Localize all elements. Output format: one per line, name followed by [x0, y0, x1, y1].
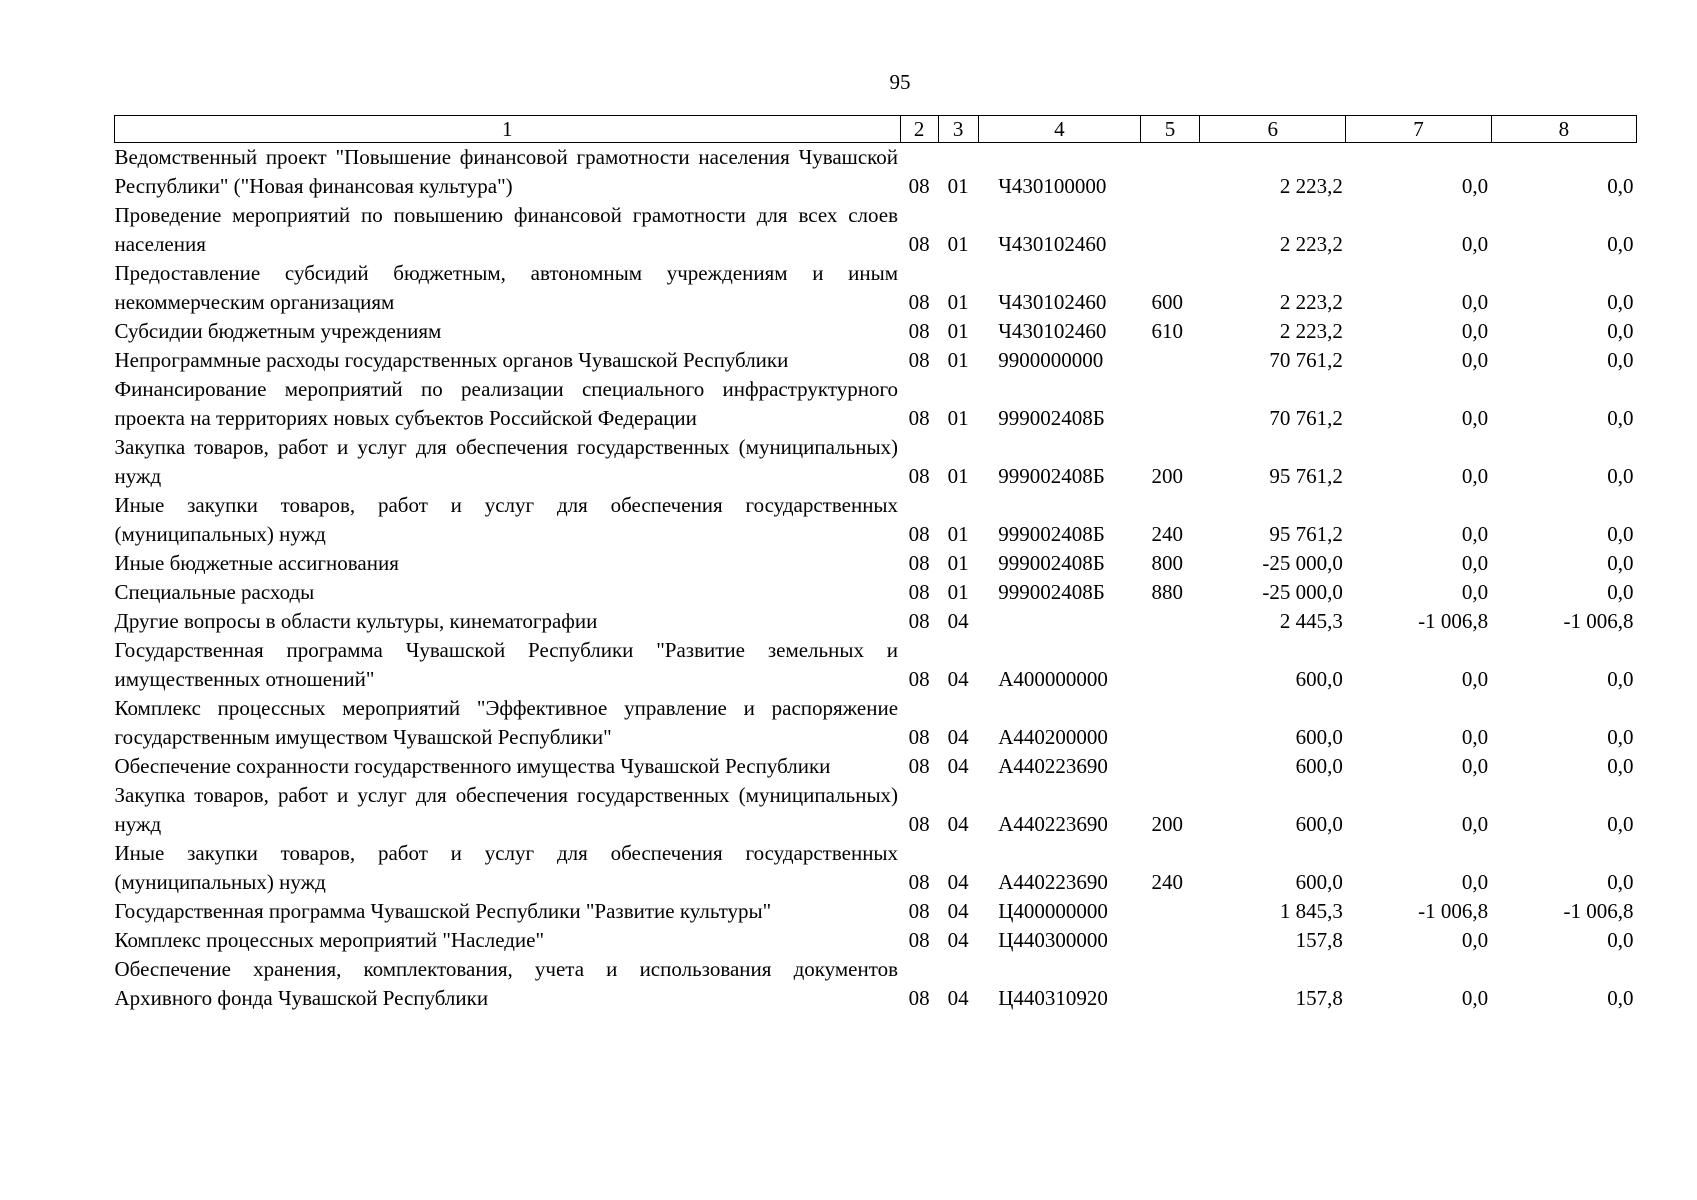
- page-number: 95: [889, 70, 911, 94]
- row-subsection-code: 01: [947, 522, 969, 546]
- table-row: [115, 839, 1637, 897]
- row-name: Другие вопросы в области культуры, кинематографии: [114, 609, 598, 633]
- row-subsection-code: 04: [947, 725, 969, 749]
- table-row: [115, 317, 1637, 346]
- table-row: [115, 752, 1637, 781]
- row-name: Проведение мероприятий по повышению финансовой грамотности для всех слоев населения: [114, 203, 899, 256]
- header-col-4: 4: [978, 116, 1140, 143]
- row-expense-type: [1141, 926, 1200, 955]
- row-expense-type: 240: [1151, 522, 1183, 546]
- table-row: [115, 636, 1637, 694]
- row-name: Ведомственный проект "Повышение финансовой грамотности населения Чувашской Республики" ("Новая финансовая культура"): [114, 145, 899, 198]
- row-section-code: 08: [908, 725, 930, 749]
- row-name: Непрограммные расходы государственных органов Чувашской Республики: [114, 348, 789, 372]
- row-target-article: 999002408Б: [998, 406, 1105, 430]
- row-amount-col7: 0,0: [1461, 522, 1489, 546]
- table-row: [115, 346, 1637, 375]
- row-subsection-code: 01: [947, 406, 969, 430]
- row-expense-type: [1141, 897, 1200, 926]
- row-expense-type: [1141, 694, 1200, 752]
- table-header: [115, 116, 1637, 143]
- row-target-article: А440223690: [998, 754, 1108, 778]
- row-amount-col8: 0,0: [1607, 464, 1634, 488]
- row-amount-col6: 600,0: [1295, 667, 1343, 691]
- row-target-article: 999002408Б: [998, 580, 1105, 604]
- row-expense-type: [1141, 607, 1200, 636]
- row-amount-col8: 0,0: [1607, 725, 1634, 749]
- row-amount-col6: 600,0: [1295, 725, 1343, 749]
- row-section-code: 08: [908, 580, 930, 604]
- table-row: [115, 781, 1637, 839]
- row-name: Специальные расходы: [114, 580, 315, 604]
- row-amount-col7: 0,0: [1461, 754, 1489, 778]
- row-name: Комплекс процессных мероприятий "Наследие": [114, 928, 545, 952]
- row-subsection-code: 01: [947, 174, 969, 198]
- row-name: Иные бюджетные ассигнования: [114, 551, 399, 575]
- row-amount-col6: 95 761,2: [1269, 464, 1343, 488]
- row-expense-type: 610: [1151, 319, 1183, 343]
- row-subsection-code: 04: [947, 928, 969, 952]
- row-amount-col7: 0,0: [1461, 551, 1489, 575]
- row-target-article: А440223690: [998, 812, 1108, 836]
- row-expense-type: 800: [1151, 551, 1183, 575]
- row-amount-col7: 0,0: [1461, 290, 1489, 314]
- row-target-article: Ц400000000: [998, 899, 1108, 923]
- row-amount-col6: 157,8: [1295, 986, 1343, 1010]
- row-amount-col6: 600,0: [1295, 870, 1343, 894]
- row-amount-col6: 95 761,2: [1269, 522, 1343, 546]
- row-subsection-code: 04: [947, 870, 969, 894]
- row-amount-col6: 70 761,2: [1269, 406, 1343, 430]
- row-name: Государственная программа Чувашской Республики "Развитие земельных и имущественных отношений": [114, 638, 899, 691]
- row-name: Закупка товаров, работ и услуг для обеспечения государственных (муниципальных) нужд: [114, 435, 899, 488]
- header-row: [115, 116, 1637, 143]
- table-body: [115, 143, 1637, 1014]
- row-subsection-code: 04: [947, 667, 969, 691]
- header-col-8: 8: [1491, 116, 1636, 143]
- row-expense-type: 880: [1151, 580, 1183, 604]
- row-amount-col6: 2 223,2: [1279, 290, 1343, 314]
- row-section-code: 08: [908, 754, 930, 778]
- row-amount-col7: 0,0: [1461, 232, 1489, 256]
- row-section-code: 08: [908, 667, 930, 691]
- row-expense-type: [1141, 636, 1200, 694]
- row-amount-col7: 0,0: [1461, 580, 1489, 604]
- header-col-5: 5: [1141, 116, 1200, 143]
- row-target-article: Ч430100000: [998, 174, 1107, 198]
- row-section-code: 08: [908, 870, 930, 894]
- row-section-code: 08: [908, 551, 930, 575]
- row-name: Обеспечение хранения, комплектования, учета и использования документов Архивного фонда Чувашской Республики: [114, 957, 899, 1010]
- row-name: Финансирование мероприятий по реализации специального инфраструктурного проекта на территориях новых субъектов Российской Федерации: [114, 377, 899, 430]
- row-amount-col7: 0,0: [1461, 464, 1489, 488]
- budget-table: [114, 115, 1637, 1013]
- row-amount-col8: -1 006,8: [1563, 899, 1634, 923]
- row-amount-col8: 0,0: [1607, 667, 1634, 691]
- row-expense-type: [1141, 346, 1200, 375]
- row-section-code: 08: [908, 522, 930, 546]
- row-amount-col8: 0,0: [1607, 870, 1634, 894]
- row-expense-type: 200: [1151, 812, 1183, 836]
- row-amount-col7: -1 006,8: [1418, 899, 1489, 923]
- row-amount-col6: 600,0: [1295, 812, 1343, 836]
- row-expense-type: [1141, 375, 1200, 433]
- row-amount-col6: -25 000,0: [1262, 580, 1343, 604]
- row-amount-col8: 0,0: [1607, 812, 1634, 836]
- table-row: [115, 578, 1637, 607]
- row-amount-col8: 0,0: [1607, 174, 1634, 198]
- table-row: [115, 955, 1637, 1013]
- row-subsection-code: 04: [947, 899, 969, 923]
- row-amount-col8: 0,0: [1607, 406, 1634, 430]
- row-amount-col8: 0,0: [1607, 232, 1634, 256]
- row-amount-col6: 2 223,2: [1279, 319, 1343, 343]
- row-amount-col7: 0,0: [1461, 725, 1489, 749]
- row-amount-col8: 0,0: [1607, 580, 1634, 604]
- row-section-code: 08: [908, 174, 930, 198]
- row-section-code: 08: [908, 812, 930, 836]
- row-subsection-code: 04: [947, 609, 969, 633]
- row-amount-col7: 0,0: [1461, 319, 1489, 343]
- header-col-6: 6: [1200, 116, 1346, 143]
- row-target-article: Ч430102460: [998, 290, 1107, 314]
- row-amount-col6: 2 223,2: [1279, 232, 1343, 256]
- table-row: [115, 926, 1637, 955]
- row-amount-col7: 0,0: [1461, 928, 1489, 952]
- row-name: Комплекс процессных мероприятий "Эффективное управление и распоряжение государственным имуществом Чувашской Республики": [114, 696, 899, 749]
- table-row: [115, 607, 1637, 636]
- table-row: [115, 549, 1637, 578]
- row-name: Субсидии бюджетным учреждениям: [114, 319, 442, 343]
- row-section-code: 08: [908, 406, 930, 430]
- row-target-article: А400000000: [998, 667, 1108, 691]
- header-col-1: 1: [115, 116, 901, 143]
- row-amount-col6: 600,0: [1295, 754, 1343, 778]
- row-name: Обеспечение сохранности государственного имущества Чувашской Республики: [114, 754, 831, 778]
- row-amount-col8: 0,0: [1607, 522, 1634, 546]
- table-row: [115, 897, 1637, 926]
- row-subsection-code: 01: [947, 464, 969, 488]
- row-target-article: Ц440310920: [998, 986, 1108, 1010]
- row-target-article: 999002408Б: [998, 551, 1105, 575]
- row-name: Государственная программа Чувашской Республики "Развитие культуры": [114, 899, 772, 923]
- row-amount-col6: 2 445,3: [1279, 609, 1343, 633]
- row-amount-col7: 0,0: [1461, 812, 1489, 836]
- row-amount-col8: 0,0: [1607, 348, 1634, 372]
- table-row: [115, 433, 1637, 491]
- row-target-article: [978, 607, 1140, 636]
- header-col-3: 3: [938, 116, 978, 143]
- row-section-code: 08: [908, 348, 930, 372]
- row-expense-type: [1141, 752, 1200, 781]
- row-target-article: 999002408Б: [998, 464, 1105, 488]
- row-target-article: Ч430102460: [998, 232, 1107, 256]
- row-amount-col7: 0,0: [1461, 667, 1489, 691]
- row-target-article: Ц440300000: [998, 928, 1108, 952]
- row-subsection-code: 04: [947, 754, 969, 778]
- row-amount-col8: 0,0: [1607, 290, 1634, 314]
- row-amount-col8: 0,0: [1607, 551, 1634, 575]
- row-subsection-code: 04: [947, 986, 969, 1010]
- row-expense-type: [1141, 143, 1200, 202]
- table-row: [115, 491, 1637, 549]
- row-section-code: 08: [908, 232, 930, 256]
- row-subsection-code: 01: [947, 290, 969, 314]
- row-target-article: Ч430102460: [998, 319, 1107, 343]
- row-section-code: 08: [908, 609, 930, 633]
- row-amount-col7: 0,0: [1461, 174, 1489, 198]
- row-amount-col8: -1 006,8: [1563, 609, 1634, 633]
- row-subsection-code: 01: [947, 551, 969, 575]
- row-subsection-code: 04: [947, 812, 969, 836]
- row-amount-col6: -25 000,0: [1262, 551, 1343, 575]
- row-amount-col7: 0,0: [1461, 348, 1489, 372]
- table-row: [115, 259, 1637, 317]
- row-section-code: 08: [908, 928, 930, 952]
- row-amount-col8: 0,0: [1607, 754, 1634, 778]
- row-name: Закупка товаров, работ и услуг для обеспечения государственных (муниципальных) нужд: [114, 783, 899, 836]
- row-target-article: А440223690: [998, 870, 1108, 894]
- row-amount-col7: 0,0: [1461, 986, 1489, 1010]
- row-amount-col6: 2 223,2: [1279, 174, 1343, 198]
- row-amount-col8: 0,0: [1607, 319, 1634, 343]
- row-target-article: А440200000: [998, 725, 1108, 749]
- row-amount-col6: 1 845,3: [1279, 899, 1343, 923]
- row-expense-type: [1141, 201, 1200, 259]
- row-amount-col8: 0,0: [1607, 986, 1634, 1010]
- row-section-code: 08: [908, 899, 930, 923]
- header-col-7: 7: [1346, 116, 1491, 143]
- row-target-article: 999002408Б: [998, 522, 1105, 546]
- row-subsection-code: 01: [947, 319, 969, 343]
- row-expense-type: 200: [1151, 464, 1183, 488]
- table-row: [115, 201, 1637, 259]
- header-col-2: 2: [900, 116, 938, 143]
- row-expense-type: 600: [1151, 290, 1183, 314]
- row-name: Иные закупки товаров, работ и услуг для обеспечения государственных (муниципальных) нужд: [114, 841, 899, 894]
- row-name: Иные закупки товаров, работ и услуг для обеспечения государственных (муниципальных) нужд: [114, 493, 899, 546]
- row-name: Предоставление субсидий бюджетным, автономным учреждениям и иным некоммерческим организациям: [114, 261, 899, 314]
- row-expense-type: [1141, 955, 1200, 1013]
- row-subsection-code: 01: [947, 232, 969, 256]
- row-section-code: 08: [908, 464, 930, 488]
- table-row: [115, 143, 1637, 202]
- row-amount-col6: 157,8: [1295, 928, 1343, 952]
- row-section-code: 08: [908, 986, 930, 1010]
- row-section-code: 08: [908, 319, 930, 343]
- row-subsection-code: 01: [947, 580, 969, 604]
- row-subsection-code: 01: [947, 348, 969, 372]
- row-section-code: 08: [908, 290, 930, 314]
- row-amount-col7: -1 006,8: [1418, 609, 1489, 633]
- row-amount-col7: 0,0: [1461, 406, 1489, 430]
- row-amount-col7: 0,0: [1461, 870, 1489, 894]
- table-row: [115, 375, 1637, 433]
- row-amount-col8: 0,0: [1607, 928, 1634, 952]
- row-expense-type: 240: [1151, 870, 1183, 894]
- row-target-article: 9900000000: [998, 348, 1104, 372]
- table-row: [115, 694, 1637, 752]
- row-amount-col6: 70 761,2: [1269, 348, 1343, 372]
